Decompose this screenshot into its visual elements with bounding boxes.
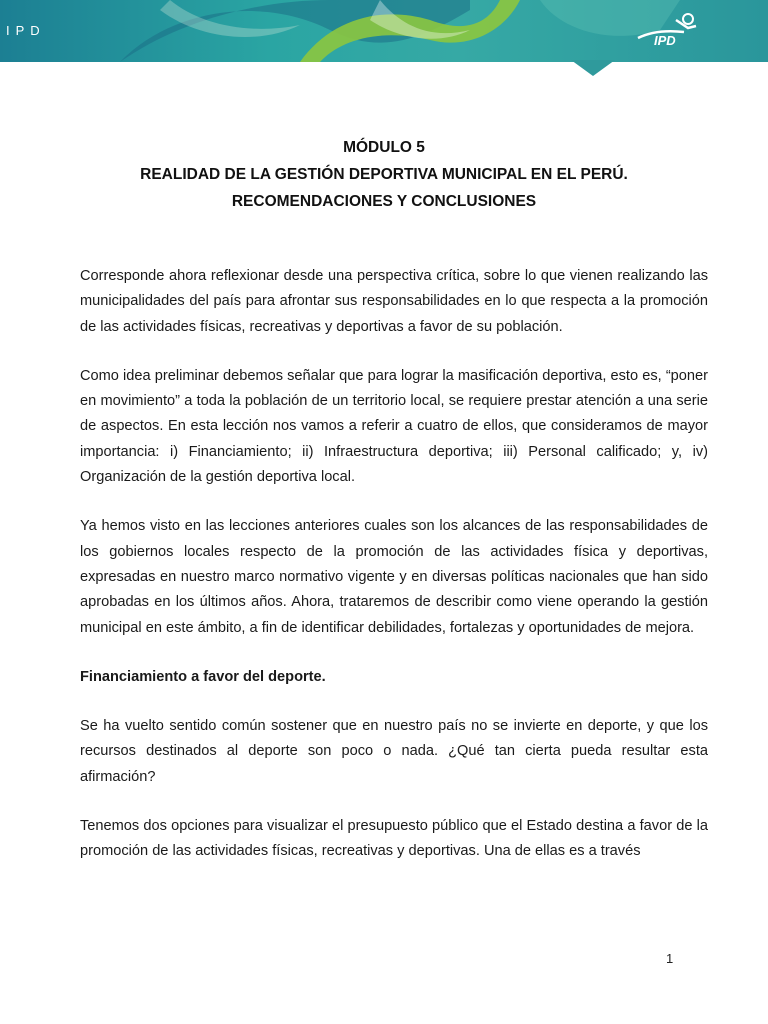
title-line-2: RECOMENDACIONES Y CONCLUSIONES	[231, 193, 537, 210]
document-body	[80, 264, 708, 889]
header-ipd-label: IPD	[6, 23, 46, 38]
ipd-logo-text: IPD	[654, 33, 676, 48]
paragraph: Se ha vuelto sentido común sostener que en nuestro país no se invierte en deporte, y que los recursos destinados al deporte son poco o nada. ¿Qué tan cierta pueda resultar esta afirmación?	[80, 718, 708, 785]
document-title-block	[0, 134, 768, 215]
title-line-1: REALIDAD DE LA GESTIÓN DEPORTIVA MUNICIPAL EN EL PERÚ.	[140, 166, 628, 183]
module-title: MÓDULO 5	[343, 139, 425, 156]
paragraph: Como idea preliminar debemos señalar que para lograr la masificación deportiva, esto es, “poner en movimiento” a toda la población de un territorio local, se requiere prestar atención a una serie de aspectos. En esta lección nos vamos a referir a cuatro de ellos, que consideramos de mayor importancia: i) Financiamiento; ii) Infraestructura deportiva; iii) Personal calificado; y, iv) Organización de la gestión deportiva local.	[80, 367, 708, 486]
paragraph: Tenemos dos opciones para visualizar el presupuesto público que el Estado destina a favor de la promoción de las actividades físicas, recreativas y deportivas. Una de ellas es a través	[80, 818, 708, 860]
paragraph: Ya hemos visto en las lecciones anteriores cuales son los alcances de las responsabilidades de los gobiernos locales respecto de la promoción de las actividades física y deportivas, expresadas en nuestro marco normativo vigente y en diversas políticas nacionales que han sido aprobadas en los últimos años. Ahora, trataremos de describir como viene operando la gestión municipal en este ámbito, a fin de identificar debilidades, fortalezas y oportunidades de mejora.	[80, 518, 708, 636]
section-heading: Financiamiento a favor del deporte.	[80, 668, 326, 685]
ipd-logo-icon	[636, 12, 700, 48]
page-number: 1	[666, 951, 674, 966]
header-banner	[0, 0, 768, 62]
paragraph: Corresponde ahora reflexionar desde una perspectiva crítica, sobre lo que vienen realizando las municipalidades del país para afrontar sus responsabilidades en lo que respecta a la promoción de las actividades físicas, recreativas y deportivas a favor de su población.	[80, 268, 708, 335]
header-pointer	[571, 60, 615, 76]
